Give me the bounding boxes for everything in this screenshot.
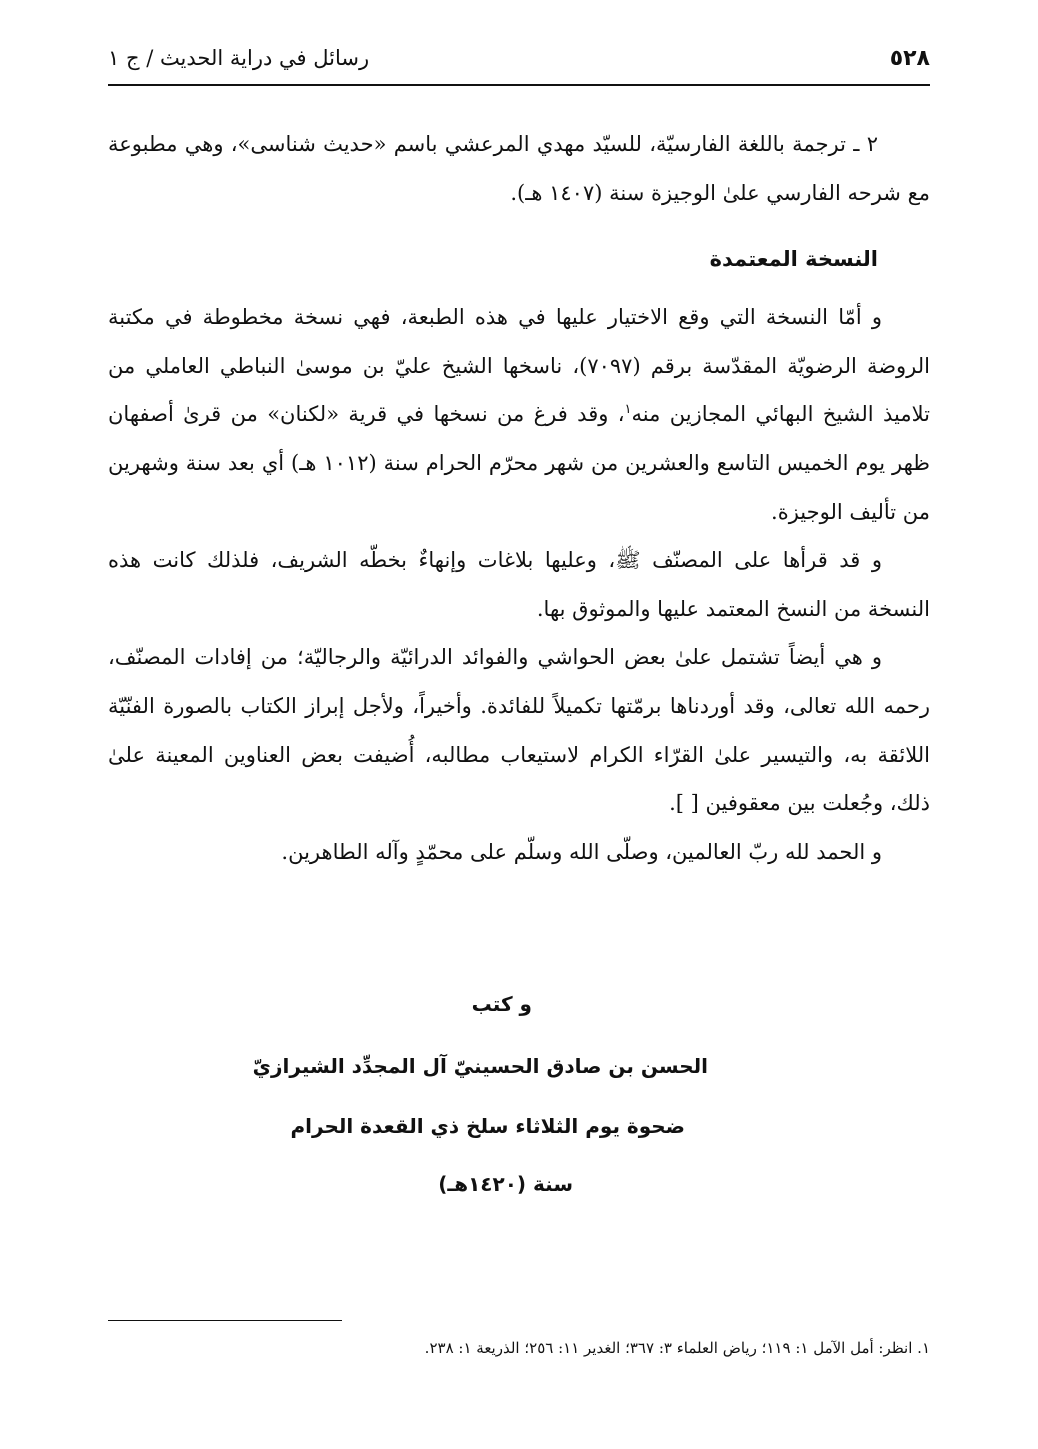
main-text [108,120,930,876]
page-header [108,36,930,80]
signature-author: الحسن بن صادق الحسينيّ آل المجدِّد الشيرازيّ [252,1054,708,1078]
signature-date: ضحوة يوم الثلاثاء سلخ ذي القعدة الحرام [290,1114,685,1138]
footnote: ١. انظر: أمل الآمل ١: ١١٩؛ رياض العلماء ٣: ٣٦٧؛ الغدير ١١: ٢٥٦؛ الذريعة ١: ٢٣٨. [424,1339,930,1357]
signature-wrote: و كتب [471,992,532,1016]
running-title: رسائل في دراية الحديث / ج ١ [108,46,370,70]
section-heading: النسخة المعتمدة [709,247,878,272]
paragraph-text: ، وقد فرغ من نسخها في قرية «لكنان» من قرىٰ أصفهان ظهر يوم الخميس التاسع والعشرين من شهر محرّم الحرام سنة (١٠١٢ هـ) أي بعد سنة وشهرين من تأليف الوجيزة. [108,402,931,524]
footnote-rule [108,1320,342,1321]
paragraph-reading: و قد قرأها على المصنّف ﷺ، وعليها بلاغات وإنهاءٌ بخطّه الشريف، فلذلك كانت هذه النسخة من النسخ المعتمد عليها والموثوق بها. [108,548,930,621]
paragraph-closing: و الحمد لله ربّ العالمين، وصلّى الله وسلّم على محمّدٍ وآله الطاهرين. [281,839,882,864]
paragraph-annotations: و هي أيضاً تشتمل علىٰ بعض الحواشي والفوائد الدرائيّة والرجاليّة؛ من إفادات المصنّف، رحمه الله تعالى، وقد أوردناها برمّتها تكميلاً للفائدة. وأخيراً، ولأجل إبراز الكتاب بالصورة الفنّيّة اللائقة به، والتيسير علىٰ القرّاء الكرام لاستيعاب مطالبه، أُضيفت بعض العناوين المعينة علىٰ ذلك، وجُعلت بين معقوفين [ ]. [108,645,930,816]
paragraph-manuscript [108,293,930,536]
signature-block [108,992,930,1222]
paragraph-text: و أمّا النسخة التي وقع الاختيار عليها في هذه الطبعة، فهي نسخة مخطوطة في مكتبة الروضة الرضويّة المقدّسة برقم (٧٠٩٧)، ناسخها الشيخ عليّ بن موسىٰ النباطي العاملي من تلاميذ الشيخ البهائي المجازين منه [108,305,930,427]
signature-year: سنة (١٤٢٠هـ) [438,1172,573,1196]
footnote-marker: ١ [624,402,632,418]
header-rule [108,84,930,86]
page-number: ٥٢٨ [889,45,930,71]
list-item-2: ٢ ـ ترجمة باللغة الفارسيّة، للسيّد مهدي المرعشي باسم «حديث شناسى»، وهي مطبوعة مع شرحه الفارسي علىٰ الوجيزة سنة (١٤٠٧ هـ). [108,132,930,205]
